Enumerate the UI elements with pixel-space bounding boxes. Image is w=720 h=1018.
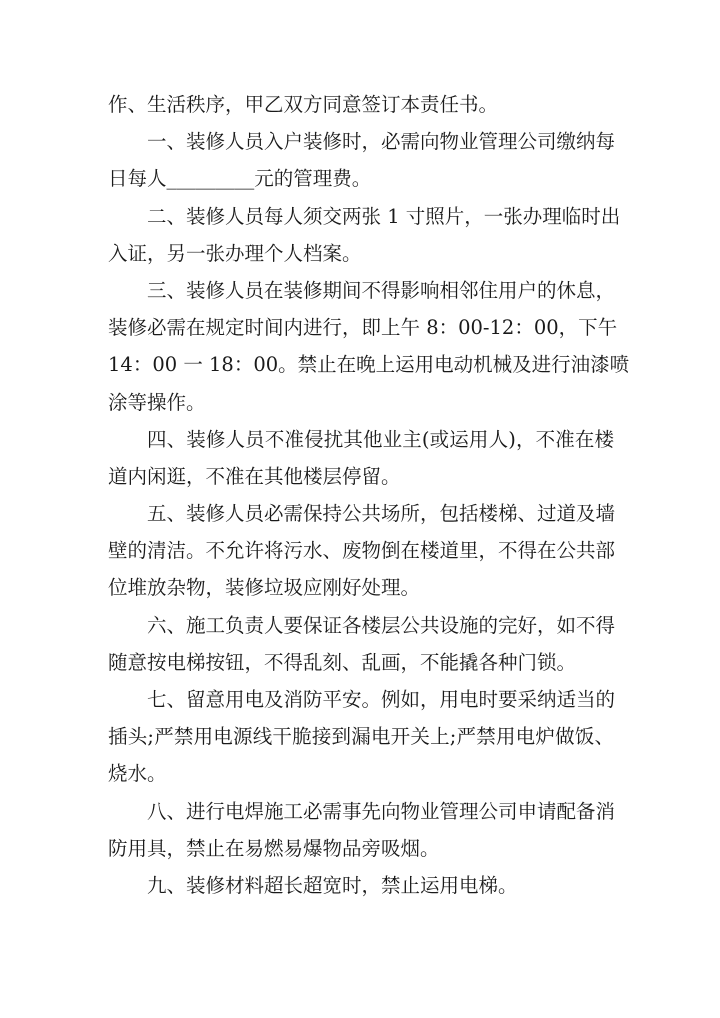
text-line: 14：00 一 18：00。禁止在晚上运用电动机械及进行油漆喷	[108, 353, 630, 377]
text-line: 涂等操作。	[108, 390, 206, 414]
text-line: 八、进行电焊施工必需事先向物业管理公司申请配备消	[147, 799, 616, 823]
text-line: 日每人_________元的管理费。	[108, 167, 372, 191]
text-line: 位堆放杂物，装修垃圾应刚好处理。	[108, 576, 421, 600]
text-line: 入证，另一张办理个人档案。	[108, 241, 362, 265]
text-line: 三、装修人员在装修期间不得影响相邻住用户的休息，	[147, 278, 616, 302]
text-line: 五、装修人员必需保持公共场所，包括楼梯、过道及墙	[147, 502, 616, 526]
text-line: 七、留意用电及消防平安。例如，用电时要采纳适当的	[147, 688, 616, 711]
text-line: 作、生活秩序，甲乙双方同意签订本责任书。	[108, 93, 499, 116]
text-line: 六、施工负责人要保证各楼层公共设施的完好，如不得	[147, 613, 616, 637]
text-line: 装修必需在规定时间内进行，即上午 8：00-12：00，下午	[108, 316, 618, 340]
text-line: 九、装修材料超长超宽时，禁止运用电梯。	[147, 873, 518, 897]
text-line: 壁的清洁。不允许将污水、废物倒在楼道里，不得在公共部	[108, 539, 616, 563]
text-line: 二、装修人员每人须交两张 1 寸照片，一张办理临时出	[147, 204, 621, 228]
text-line: 烧水。	[108, 762, 167, 786]
text-line: 随意按电梯按钮，不得乱刻、乱画，不能撬各种门锁。	[108, 650, 577, 674]
text-line: 插头;严禁用电源线干脆接到漏电开关上;严禁用电炉做饭、	[108, 725, 614, 749]
text-line: 防用具，禁止在易燃易爆物品旁吸烟。	[108, 836, 440, 860]
text-line: 四、装修人员不准侵扰其他业主(或运用人)，不准在楼	[147, 427, 614, 451]
document-body	[108, 86, 630, 904]
text-line: 一、装修人员入户装修时，必需向物业管理公司缴纳每	[147, 130, 616, 154]
text-line: 道内闲逛，不准在其他楼层停留。	[108, 464, 401, 488]
